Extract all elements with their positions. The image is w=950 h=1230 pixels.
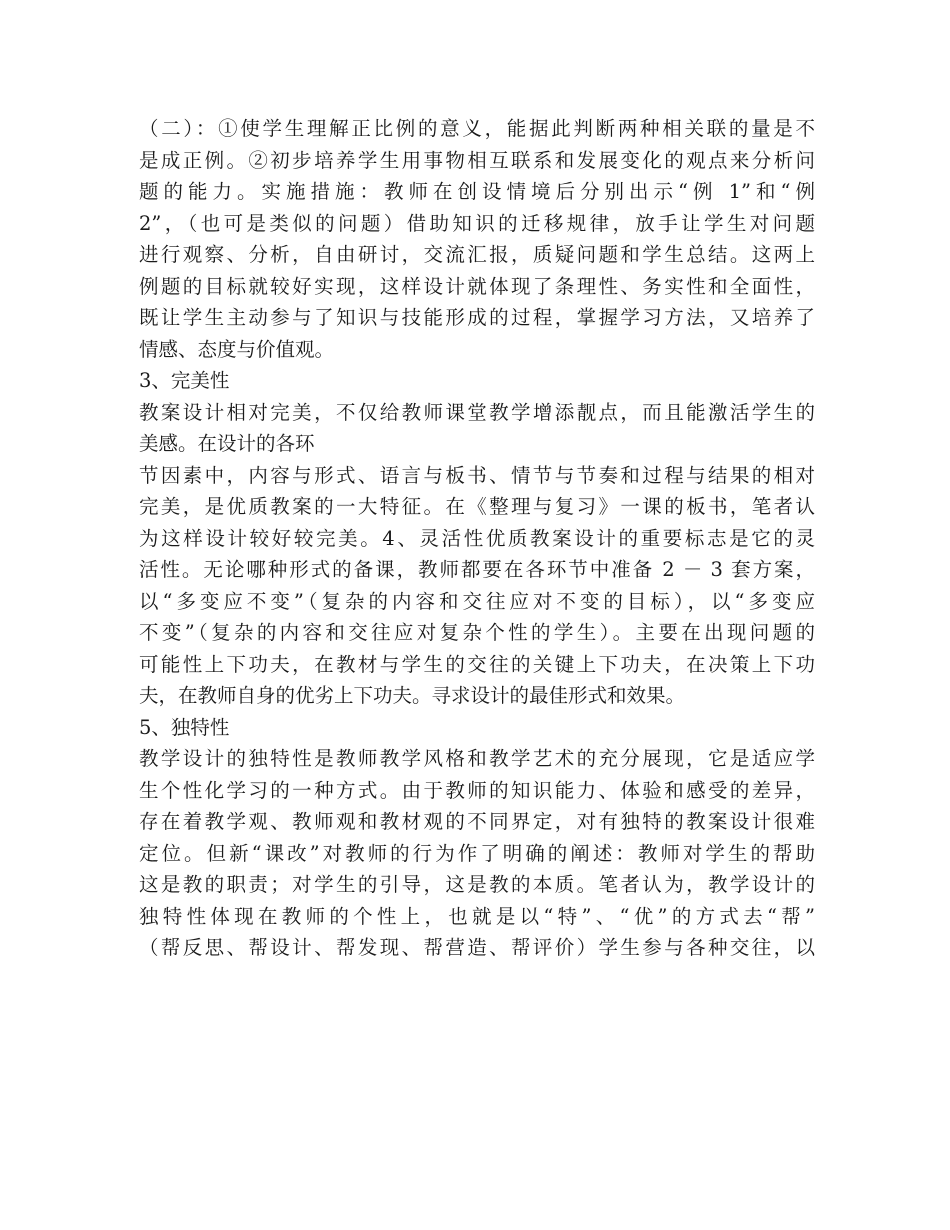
text-line: 是成正例。②初步培养学生用事物相互联系和发展变化的观点来分析问 xyxy=(139,148,815,172)
text-line: 2”，（也可是类似的问题）借助知识的迁移规律，放手让学生对问题 xyxy=(139,211,815,235)
text-line: 定位。但新“课改”对教师的行为作了明确的阐述：教师对学生的帮助 xyxy=(139,841,815,865)
text-line: 情感、态度与价值观。 xyxy=(139,337,335,361)
text-line: 进行观察、分析，自由研讨，交流汇报，质疑问题和学生总结。这两上 xyxy=(139,243,815,266)
text-line: 为这样设计较好较完美。4、灵活性优质教案设计的重要标志是它的灵 xyxy=(139,526,815,550)
text-line: 既让学生主动参与了知识与技能形成的过程，掌握学习方法，又培养了 xyxy=(139,306,815,329)
text-line: 例题的目标就较好实现，这样设计就体现了条理性、务实性和全面性， xyxy=(139,274,815,298)
text-line: 独特性体现在教师的个性上，也就是以“特”、“优”的方式去“帮” xyxy=(139,904,815,928)
text-line: 题的能力。实施措施：教师在创设情境后分别出示“例 1”和“例 xyxy=(139,180,815,203)
section-heading: 5、独特性 xyxy=(139,715,230,739)
document-body xyxy=(139,113,815,964)
text-line: （二）：①使学生理解正比例的意义，能据此判断两种相关联的量是不 xyxy=(139,117,815,140)
text-line: 这是教的职责；对学生的引导，这是教的本质。笔者认为，教学设计的 xyxy=(139,873,815,896)
text-line: 存在着教学观、教师观和教材观的不同界定，对有独特的教案设计很难 xyxy=(139,810,815,833)
text-line: 以“多变应不变”（复杂的内容和交往应对不变的目标），以“多变应 xyxy=(139,589,815,613)
text-line: 可能性上下功夫，在教材与学生的交往的关键上下功夫，在决策上下功 xyxy=(139,652,815,676)
text-line: 生个性化学习的一种方式。由于教师的知识能力、体验和感受的差异， xyxy=(139,778,815,802)
text-line: 活性。无论哪种形式的备课，教师都要在各环节中准备 2 － 3 套方案， xyxy=(139,558,815,581)
text-line: 夫，在教师自身的优劣上下功夫。寻求设计的最佳形式和效果。 xyxy=(139,684,686,707)
text-line: 节因素中，内容与形式、语言与板书、情节与节奏和过程与结果的相对 xyxy=(139,463,815,487)
section-heading: 3、完美性 xyxy=(139,369,230,392)
text-line: 美感。在设计的各环 xyxy=(139,432,315,455)
text-line: 教学设计的独特性是教师教学风格和教学艺术的充分展现，它是适应学 xyxy=(139,747,815,770)
text-line: 不变”（复杂的内容和交往应对复杂个性的学生）。主要在出现问题的 xyxy=(139,621,815,644)
text-line: 教案设计相对完美，不仅给教师课堂教学增添靓点，而且能激活学生的 xyxy=(139,400,815,424)
text-line: 完美，是优质教案的一大特征。在《整理与复习》一课的板书，笔者认 xyxy=(139,495,815,518)
text-line: （帮反思、帮设计、帮发现、帮营造、帮评价）学生参与各种交往，以 xyxy=(139,936,815,959)
